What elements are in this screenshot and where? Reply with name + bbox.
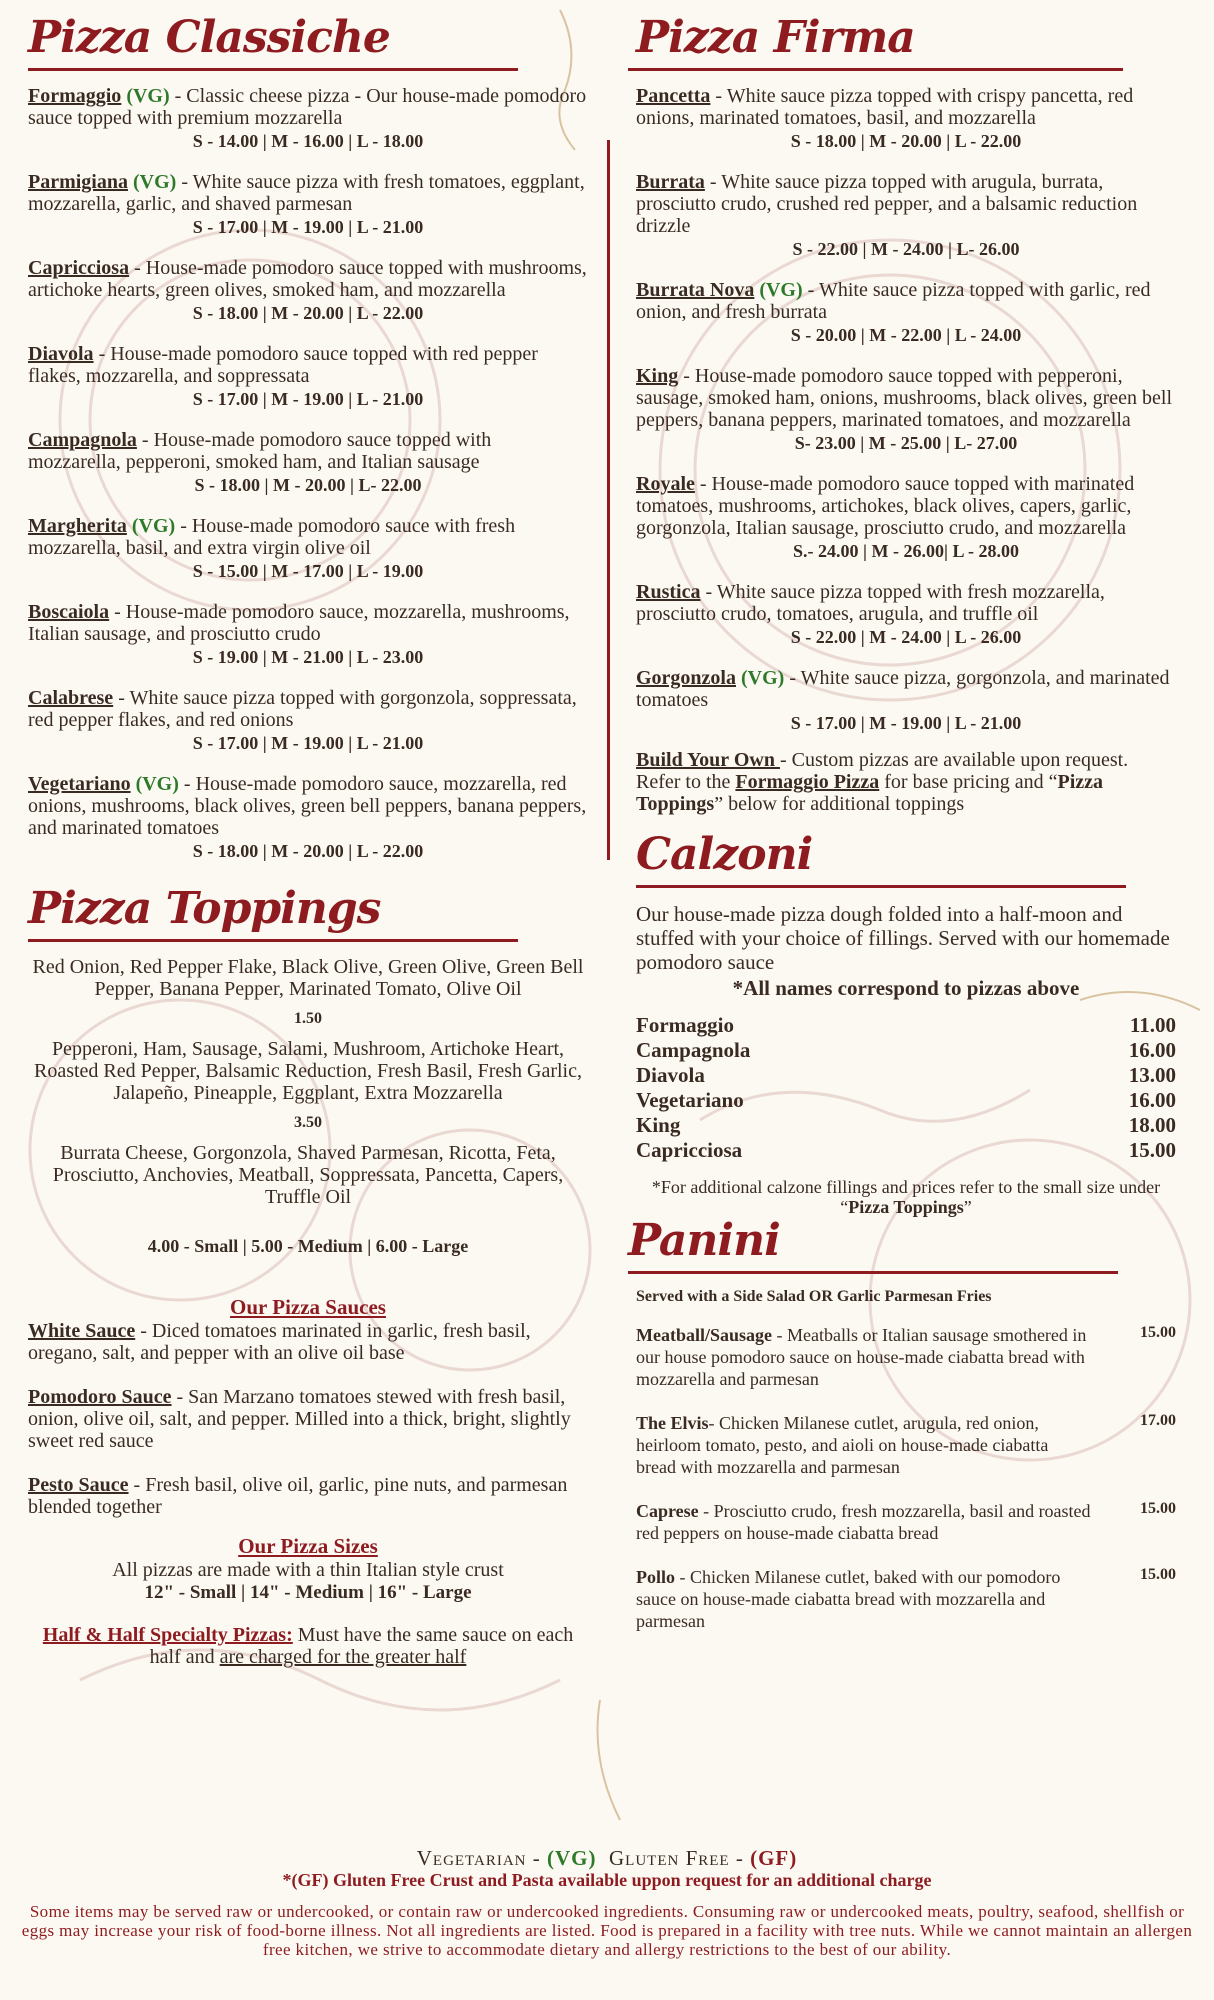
menu-item: [636, 581, 1176, 649]
menu-item-price: S.- 24.00 | M - 26.00| L - 28.00: [793, 541, 1019, 561]
menu-item-price: S - 20.00 | M - 22.00 | L - 24.00: [790, 325, 1022, 345]
menu-item-price: S - 17.00 | M - 19.00 | L - 21.00: [192, 217, 424, 237]
vegetarian-badge: (VG): [135, 773, 179, 795]
menu-item-text: - White sauce pizza topped with garlic, red onion, and fresh burrata: [636, 279, 1151, 323]
calzone-name: Diavola: [636, 1063, 705, 1087]
calzone-name: Formaggio: [636, 1013, 734, 1037]
toppings-price-2: 3.50: [294, 1114, 322, 1131]
calzone-price: 11.00: [1129, 1013, 1176, 1037]
menu-item-text: - White sauce pizza with fresh tomatoes, eggplant, mozzarella, garlic, and shaved parmesan: [28, 171, 585, 215]
panino-description: [636, 1324, 1091, 1390]
calzoni-foot-bold: Pizza Toppings: [848, 1197, 964, 1217]
panino-name: Pollo: [636, 1567, 675, 1587]
allergen-disclaimer: Some items may be served raw or undercooked, or contain raw or undercooked ingredients. Consuming raw or undercooked meats, poultry, seafood, shellfish or eggs may increase your risk of food-borne illness. Not all ingredients are listed. Food is prepared in a facility with tree nuts. While we cannot maintain an allergen free kitchen, we strive to accommodate dietary and allergy restrictions to the best of our ability.: [21, 1902, 1193, 1959]
menu-item: [28, 257, 588, 325]
menu-item-description: [636, 473, 1176, 539]
menu-item-text: - House-made pomodoro sauce topped with marinated tomatoes, mushrooms, artichokes, black olives, capers, garlic, gorgonzola, Italian sausage, prosciutto crudo, and mozzarella: [636, 473, 1135, 539]
build-your-own-text: - Custom pizzas are available upon request. Refer to the: [636, 749, 1129, 793]
menu-item: [28, 85, 588, 153]
toppings-reference: Pizza Toppings: [636, 771, 1104, 815]
panino-price: 17.00: [1140, 1412, 1176, 1429]
toppings-group-3: Burrata Cheese, Gorgonzola, Shaved Parmesan, Ricotta, Feta, Prosciutto, Anchovies, Meatball, Soppressata, Pancetta, Capers, Truffle Oil: [52, 1142, 564, 1208]
menu-item: [636, 279, 1176, 347]
menu-item-price: S - 18.00 | M - 20.00 | L- 22.00: [194, 475, 422, 495]
calzone-name: King: [636, 1113, 681, 1137]
build-your-own: [636, 749, 1176, 815]
panino-name: Caprese: [636, 1501, 699, 1521]
sauce-item: [28, 1320, 588, 1364]
menu-item-description: [636, 365, 1176, 431]
calzone-price: 15.00: [1128, 1138, 1176, 1162]
menu-item-name: Diavola: [28, 343, 94, 365]
calzone-row: [636, 1013, 1176, 1038]
panino-text: - Meatballs or Italian sausage smothered in our house pomodoro sauce on house-made ciabatta bread with mozzarella and parmesan: [636, 1325, 1087, 1389]
half-half-emphasis: are charged for the greater half: [219, 1646, 467, 1668]
panino-price: 15.00: [1140, 1324, 1176, 1341]
build-your-own-text-3: ” below for additional toppings: [714, 793, 965, 815]
menu-item: [28, 773, 588, 863]
panino-description: [636, 1412, 1091, 1478]
toppings-group-2: Pepperoni, Ham, Sausage, Salami, Mushroom, Artichoke Heart, Roasted Red Pepper, Balsamic Reduction, Fresh Basil, Fresh Garlic, Jalapeño, Pineapple, Eggplant, Extra Mozzarella: [34, 1038, 582, 1104]
section-title-firma: Pizza Firma: [636, 12, 915, 63]
menu-item-price: S - 15.00 | M - 17.00 | L - 19.00: [192, 561, 424, 581]
menu-item-name: Boscaiola: [28, 601, 110, 623]
calzone-price: 16.00: [1128, 1038, 1176, 1062]
sauce-list: [28, 1320, 588, 1518]
section-title-classiche: Pizza Classiche: [28, 12, 390, 63]
menu-item: [28, 343, 588, 411]
menu-item-name: Campagnola: [28, 429, 137, 451]
menu-item: [636, 473, 1176, 563]
menu-item: [28, 429, 588, 497]
menu-item-price: S - 17.00 | M - 19.00 | L - 21.00: [790, 713, 1022, 733]
menu-item: [28, 171, 588, 239]
vegetarian-badge: (VG): [133, 171, 177, 193]
menu-item-price: S - 22.00 | M - 24.00 | L - 26.00: [790, 627, 1022, 647]
menu-item-name: Parmigiana: [28, 171, 128, 193]
menu-item-name: Pancetta: [636, 85, 711, 107]
gluten-free-code: (GF): [750, 1846, 798, 1870]
calzone-row: [636, 1113, 1176, 1138]
title-underline: [28, 939, 518, 942]
panino-text: - Chicken Milanese cutlet, baked with our pomodoro sauce on house-made ciabatta bread with mozzarella and parmesan: [636, 1567, 1061, 1631]
menu-item-price: S- 23.00 | M - 25.00 | L- 27.00: [794, 433, 1018, 453]
calzone-row: [636, 1138, 1176, 1163]
menu-item-price: S - 18.00 | M - 20.00 | L - 22.00: [790, 131, 1022, 151]
panino-name: Meatball/Sausage: [636, 1325, 773, 1345]
menu-item-name: Capricciosa: [28, 257, 130, 279]
menu-item-text: - House-made pomodoro sauce, mozzarella, mushrooms, Italian sausage, and prosciutto crudo: [28, 601, 570, 645]
menu-item-description: [636, 171, 1176, 237]
menu-item-price: S - 17.00 | M - 19.00 | L - 21.00: [192, 389, 424, 409]
calzone-price: 18.00: [1128, 1113, 1176, 1137]
menu-item-text: - Classic cheese pizza - Our house-made pomodoro sauce topped with premium mozzarella: [28, 85, 587, 129]
menu-item-description: [636, 279, 1176, 323]
menu-item-name: Burrata Nova: [636, 279, 755, 301]
half-half-text: Must have the same sauce on each half and: [149, 1624, 574, 1668]
vegetarian-badge: (VG): [759, 279, 803, 301]
calzoni-foot-text: *For additional calzone fillings and prices refer to the small size under “: [651, 1177, 1161, 1217]
menu-item-price: S - 19.00 | M - 21.00 | L - 23.00: [192, 647, 424, 667]
panino-text: - Chicken Milanese cutlet, arugula, red onion, heirloom tomato, pesto, and aioli on house-made ciabatta bread with mozzarella and parmesan: [636, 1413, 1049, 1477]
gluten-free-label: Gluten Free -: [596, 1846, 751, 1870]
formaggio-reference: Formaggio Pizza: [735, 771, 880, 793]
panino-price: 15.00: [1140, 1500, 1176, 1517]
calzone-row: [636, 1088, 1176, 1113]
sauce-item: [28, 1386, 588, 1452]
calzone-row: [636, 1038, 1176, 1063]
panino-row: [636, 1412, 1176, 1478]
menu-item-price: S - 18.00 | M - 20.00 | L - 22.00: [192, 841, 424, 861]
menu-item-price: S - 17.00 | M - 19.00 | L - 21.00: [192, 733, 424, 753]
vegetarian-badge: (VG): [131, 515, 176, 537]
panino-row: [636, 1500, 1176, 1544]
title-underline: [628, 1271, 1118, 1274]
sauce-name: White Sauce: [28, 1320, 136, 1342]
menu-item-price: S - 22.00 | M - 24.00 | L- 26.00: [792, 239, 1020, 259]
menu-item-description: [28, 257, 588, 301]
menu-item-description: [28, 343, 588, 387]
section-title-calzoni: Calzoni: [636, 829, 813, 880]
vegetarian-code: (VG): [547, 1846, 597, 1870]
menu-item-description: [636, 667, 1176, 711]
toppings-group-1: Red Onion, Red Pepper Flake, Black Olive, Green Olive, Green Bell Pepper, Banana Pepper, Marinated Tomato, Olive Oil: [32, 956, 584, 1000]
sauce-name: Pomodoro Sauce: [28, 1386, 172, 1408]
vegetarian-label: Vegetarian -: [416, 1846, 548, 1870]
firma-list: [636, 85, 1176, 735]
panino-text: - Prosciutto crudo, fresh mozzarella, basil and roasted red peppers on house-made ciabatta bread: [636, 1501, 1091, 1543]
panino-price: 15.00: [1140, 1566, 1176, 1583]
menu-item-name: King: [636, 365, 679, 387]
menu-item-description: [28, 515, 588, 559]
menu-item-price: S - 18.00 | M - 20.00 | L - 22.00: [192, 303, 424, 323]
menu-item: [28, 601, 588, 669]
title-underline: [636, 885, 1126, 888]
section-title-panini: Panini: [628, 1215, 780, 1266]
calzone-name: Capricciosa: [636, 1138, 743, 1162]
calzone-name: Vegetariano: [636, 1088, 744, 1112]
menu-item-text: - House-made pomodoro sauce topped with red pepper flakes, mozzarella, and soppressata: [28, 343, 538, 387]
sizes-crust-line: All pizzas are made with a thin Italian style crust: [112, 1559, 504, 1581]
vegetarian-badge: (VG): [126, 85, 170, 107]
menu-item-name: Formaggio: [28, 85, 122, 107]
menu-item-description: [28, 171, 588, 215]
column-divider: [607, 140, 610, 860]
menu-item-description: [28, 429, 588, 473]
vegetarian-badge: (VG): [741, 667, 785, 689]
menu-item: [28, 687, 588, 755]
menu-item: [636, 171, 1176, 261]
menu-item: [28, 515, 588, 583]
menu-item-name: Calabrese: [28, 687, 114, 709]
calzone-name: Campagnola: [636, 1038, 751, 1062]
menu-item-text: - House-made pomodoro sauce topped with mushrooms, artichoke hearts, green olives, smoked ham, and mozzarella: [28, 257, 587, 301]
left-column: [28, 10, 588, 1668]
half-half-note: [28, 1624, 588, 1668]
calzone-price: 13.00: [1128, 1063, 1176, 1087]
menu-item-text: - House-made pomodoro sauce, mozzarella, red onions, mushrooms, black olives, green bell peppers, banana peppers, and marinated tomatoes: [28, 773, 587, 839]
half-half-label: Half & Half Specialty Pizzas:: [42, 1624, 293, 1646]
menu-item-description: [28, 773, 588, 839]
calzoni-list: [636, 1013, 1176, 1163]
panino-row: [636, 1324, 1176, 1390]
calzone-price: 16.00: [1128, 1088, 1176, 1112]
menu-item: [636, 667, 1176, 735]
title-underline: [28, 68, 518, 71]
section-title-toppings: Pizza Toppings: [28, 883, 381, 934]
menu-item-price: S - 14.00 | M - 16.00 | L - 18.00: [192, 131, 424, 151]
panino-description: [636, 1566, 1091, 1632]
toppings-size-prices: 4.00 - Small | 5.00 - Medium | 6.00 - Large: [147, 1236, 469, 1256]
menu-item-description: [28, 687, 588, 731]
title-underline: [628, 68, 1123, 71]
calzoni-note: *All names correspond to pizzas above: [732, 976, 1080, 1000]
menu-item-description: [28, 85, 588, 129]
sauces-heading: Our Pizza Sauces: [230, 1295, 386, 1319]
menu-item-description: [636, 85, 1176, 129]
panini-list: [636, 1324, 1176, 1632]
right-column: [628, 10, 1176, 1654]
menu-item-name: Gorgonzola: [636, 667, 736, 689]
menu-item-text: - White sauce pizza topped with gorgonzola, soppressata, red pepper flakes, and red onions: [28, 687, 577, 731]
classiche-list: [28, 85, 588, 863]
sauce-item: [28, 1474, 588, 1518]
calzoni-footnote: [636, 1177, 1176, 1217]
sauce-description: - Diced tomatoes marinated in garlic, fresh basil, oregano, salt, and pepper with an olive oil base: [28, 1320, 531, 1364]
menu-item-text: - House-made pomodoro sauce topped with mozzarella, pepperoni, smoked ham, and Italian sausage: [28, 429, 492, 473]
menu-item-name: Royale: [636, 473, 695, 495]
sauce-description: - San Marzano tomatoes stewed with fresh basil, onion, olive oil, salt, and pepper. Milled into a thick, bright, slightly sweet red sauce: [28, 1386, 571, 1452]
build-your-own-text-2: for base pricing and “: [879, 771, 1058, 793]
calzoni-foot-end: ”: [963, 1197, 972, 1217]
menu-item-name: Margherita: [28, 515, 127, 537]
sauce-description: - Fresh basil, olive oil, garlic, pine nuts, and parmesan blended together: [28, 1474, 568, 1518]
dietary-legend: [0, 1846, 1214, 1871]
sizes-inches-line: 12" - Small | 14" - Medium | 16" - Large: [144, 1582, 472, 1603]
panino-row: [636, 1566, 1176, 1632]
panini-subtitle: Served with a Side Salad OR Garlic Parmesan Fries: [636, 1288, 992, 1305]
toppings-price-1: 1.50: [294, 1010, 322, 1027]
menu-item-description: [28, 601, 588, 645]
menu-item-text: - House-made pomodoro sauce topped with pepperoni, sausage, smoked ham, onions, mushrooms, black olives, green bell peppers, banana peppers, marinated tomatoes, and mozzarella: [636, 365, 1173, 431]
menu-item-text: - White sauce pizza topped with arugula, burrata, prosciutto crudo, crushed red pepper, and a balsamic reduction drizzle: [636, 171, 1138, 237]
sauce-name: Pesto Sauce: [28, 1474, 129, 1496]
build-your-own-label: Build Your Own: [636, 749, 780, 771]
menu-item-name: Rustica: [636, 581, 701, 603]
calzone-row: [636, 1063, 1176, 1088]
menu-item-text: - White sauce pizza, gorgonzola, and marinated tomatoes: [636, 667, 1170, 711]
menu-item-text: - White sauce pizza topped with fresh mozzarella, prosciutto crudo, tomatoes, arugula, and truffle oil: [636, 581, 1105, 625]
menu-item-description: [636, 581, 1176, 625]
menu-item: [636, 365, 1176, 455]
menu-item-name: Vegetariano: [28, 773, 131, 795]
sizes-heading: Our Pizza Sizes: [238, 1534, 378, 1558]
panino-name: The Elvis: [636, 1413, 709, 1433]
gluten-free-note: *(GF) Gluten Free Crust and Pasta available uppon request for an additional charge: [282, 1870, 932, 1890]
menu-item-text: - House-made pomodoro sauce with fresh mozzarella, basil, and extra virgin olive oil: [28, 515, 516, 559]
calzoni-intro: Our house-made pizza dough folded into a half-moon and stuffed with your choice of fillings. Served with our homemade pomodoro sauce: [636, 902, 1170, 974]
menu-item-text: - White sauce pizza topped with crispy pancetta, red onions, marinated tomatoes, basil, and mozzarella: [636, 85, 1134, 129]
panino-description: [636, 1500, 1091, 1544]
menu-item-name: Burrata: [636, 171, 705, 193]
menu-item: [636, 85, 1176, 153]
